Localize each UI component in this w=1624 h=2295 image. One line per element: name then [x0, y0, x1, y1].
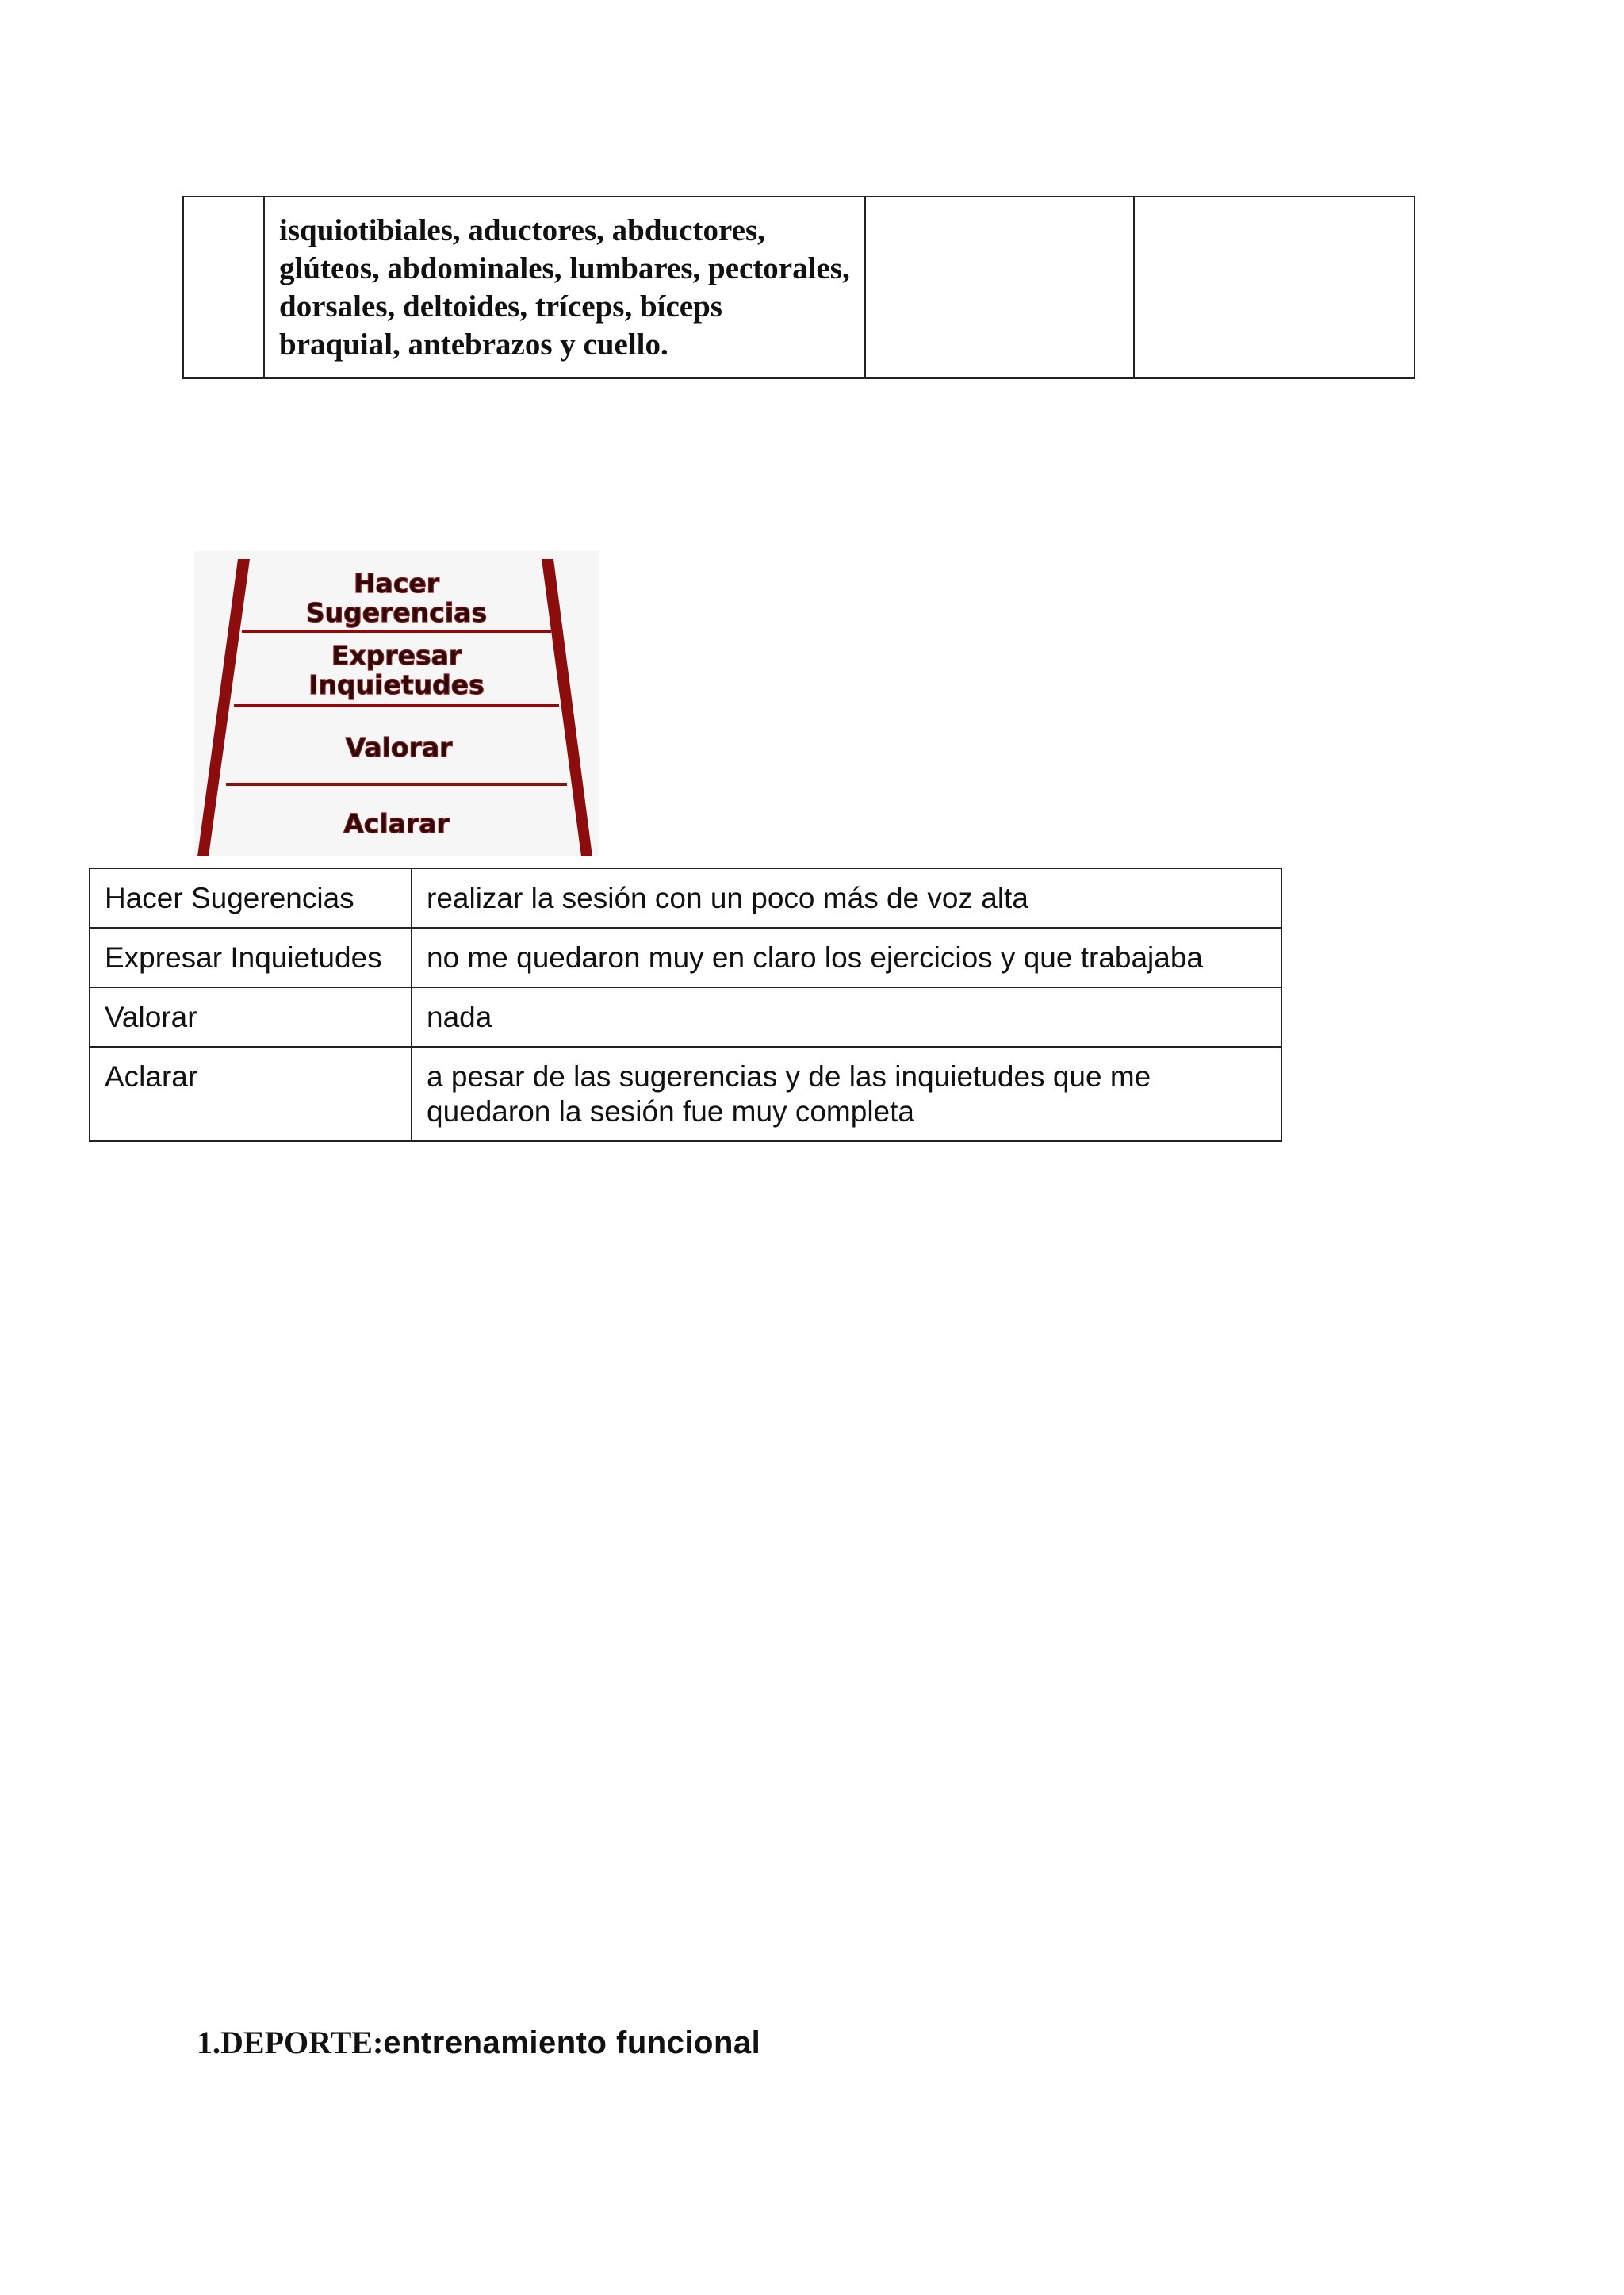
- ladder-rung: [226, 783, 567, 786]
- table-row: [90, 987, 1281, 1047]
- row-value: nada: [412, 987, 1281, 1047]
- section-number: 1.DEPORTE:: [197, 2025, 384, 2060]
- ladder-step-label: Sugerencias: [305, 597, 488, 628]
- ladder-rung: [242, 630, 551, 633]
- ladder-left-rail: [197, 559, 250, 856]
- ladder-step-label: Hacer: [353, 568, 440, 599]
- muscles-table: [182, 196, 1415, 379]
- row-value: no me quedaron muy en claro los ejercicios y que trabajaba: [412, 928, 1281, 987]
- row-label: Expresar Inquietudes: [90, 928, 412, 987]
- empty-cell: [1134, 197, 1415, 378]
- reflection-table: [89, 868, 1282, 1142]
- ladder-right-rail: [542, 559, 592, 856]
- ladder-step-label: Aclarar: [343, 808, 450, 839]
- table-row: [183, 197, 1415, 378]
- ladder-illustration: [194, 551, 599, 856]
- row-label: Aclarar: [90, 1047, 412, 1141]
- empty-cell: [183, 197, 264, 378]
- ladder-step-label: Inquietudes: [308, 669, 485, 700]
- table-row: [90, 928, 1281, 987]
- section-heading: [197, 2024, 760, 2061]
- table-row: [90, 1047, 1281, 1141]
- table-row: [90, 868, 1281, 928]
- ladder-rung: [234, 704, 559, 707]
- section-title: entrenamiento funcional: [383, 2025, 761, 2060]
- row-value: realizar la sesión con un poco más de voz alta: [412, 868, 1281, 928]
- row-label: Hacer Sugerencias: [90, 868, 412, 928]
- row-value: a pesar de las sugerencias y de las inquietudes que me quedaron la sesión fue muy completa: [412, 1047, 1281, 1141]
- row-label: Valorar: [90, 987, 412, 1047]
- ladder-step-label: Expresar: [331, 640, 462, 671]
- ladder-step-label: Valorar: [345, 732, 453, 763]
- muscles-cell: isquiotibiales, aductores, abductores, glúteos, abdominales, lumbares, pectorales, dorsales, deltoides, tríceps, bíceps braquial, antebrazos y cuello.: [264, 197, 865, 378]
- empty-cell: [865, 197, 1134, 378]
